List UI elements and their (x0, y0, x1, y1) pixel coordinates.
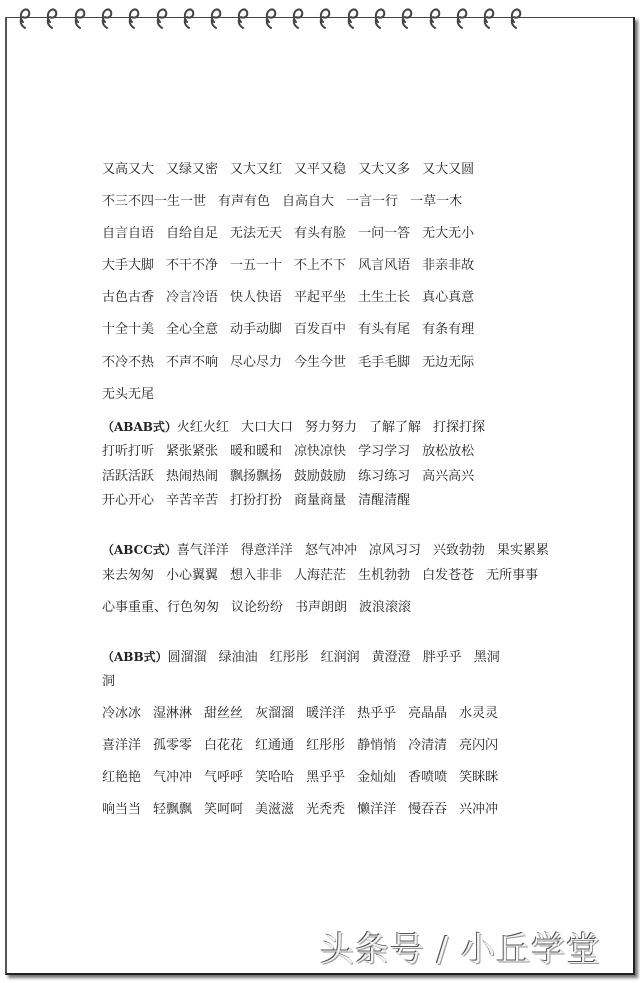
spiral-ring-icon (319, 6, 331, 32)
idiom-word: 不三不四一生一世 (102, 194, 207, 209)
idiom-word: 红润润 (320, 650, 360, 665)
idiom-word: 飘扬飘扬 (230, 469, 283, 484)
idiom-word: 圆溜溜 (167, 650, 207, 665)
idiom-word: 美滋滋 (255, 802, 295, 817)
section-label: （ABB式） (102, 650, 168, 664)
idiom-word: 无法无天 (230, 226, 283, 241)
idiom-word: 有头有尾 (358, 322, 411, 337)
idiom-word: 波浪滚滚 (359, 600, 412, 615)
idiom-word: 来去匆匆 (102, 568, 155, 583)
idiom-row (102, 161, 486, 179)
idiom-word: 平起平坐 (294, 290, 347, 305)
idiom-word: 紧张紧张 (166, 444, 219, 459)
idiom-word: 一草一木 (410, 194, 463, 209)
idiom-word: 有条有理 (422, 322, 475, 337)
section-label: （ABCC式） (102, 543, 177, 557)
idiom-word: 气呼呼 (204, 770, 244, 785)
idiom-word: 凉风习习 (368, 543, 421, 558)
idiom-word: 百发百中 (294, 322, 347, 337)
idiom-word: 自高自大 (282, 194, 335, 209)
idiom-word: 又平又稳 (294, 162, 347, 177)
idiom-word: 凉快凉快 (294, 444, 347, 459)
spiral-ring-icon (401, 6, 413, 32)
idiom-word: 懒洋洋 (357, 802, 397, 817)
idiom-word: 水灵灵 (459, 706, 499, 721)
idiom-word: 灰溜溜 (255, 706, 295, 721)
idiom-row (102, 468, 486, 486)
idiom-row (102, 492, 422, 510)
idiom-word: 湿淋淋 (153, 706, 193, 721)
idiom-word: 热闹热闹 (166, 469, 219, 484)
idiom-word: 笑哈哈 (255, 770, 295, 785)
idiom-word: 黑洞 (473, 650, 500, 665)
idiom-word: 白发苍苍 (422, 568, 475, 583)
idiom-word: 想入非非 (230, 568, 283, 583)
idiom-word: 又大又圆 (422, 162, 475, 177)
idiom-word: 清醒清醒 (358, 493, 411, 508)
idiom-row (102, 541, 561, 559)
idiom-word: 冷冰冰 (102, 706, 142, 721)
idiom-word: 有声有色 (218, 194, 271, 209)
idiom-word: 一问一答 (358, 226, 411, 241)
idiom-word: 洞 (102, 674, 116, 689)
idiom-word: 暖和暖和 (230, 444, 283, 459)
idiom-row (102, 386, 166, 404)
idiom-word: 真心真意 (422, 290, 475, 305)
idiom-row (102, 648, 512, 666)
idiom-word: 亮晶晶 (408, 706, 448, 721)
spiral-ring-icon (429, 6, 441, 32)
idiom-word: 商量商量 (294, 493, 347, 508)
idiom-row (102, 673, 127, 691)
idiom-row (102, 705, 510, 723)
idiom-word: 亮闪闪 (459, 738, 499, 753)
spiral-ring-icon (265, 6, 277, 32)
idiom-row (102, 289, 486, 307)
idiom-word: 火红火红 (176, 420, 229, 435)
idiom-word: 打扮打扮 (230, 493, 283, 508)
spiral-ring-icon (46, 6, 58, 32)
idiom-word: 轻飘飘 (153, 802, 193, 817)
section-label: （ABAB式） (102, 420, 177, 434)
idiom-word: 非亲非故 (422, 258, 475, 273)
idiom-word: 风言风语 (358, 258, 411, 273)
spiral-ring-icon (510, 6, 522, 32)
idiom-word: 笑眯眯 (459, 770, 499, 785)
idiom-word: 静悄悄 (357, 738, 397, 753)
idiom-word: 自言自语 (102, 226, 155, 241)
idiom-row (102, 769, 510, 787)
idiom-word: 议论纷纷 (231, 600, 284, 615)
spiral-ring-icon (19, 6, 31, 32)
spiral-ring-icon (101, 6, 113, 32)
idiom-word: 练习练习 (358, 469, 411, 484)
idiom-word: 小心翼翼 (166, 568, 219, 583)
idiom-word: 不声不响 (166, 355, 219, 370)
spiral-ring-icon (74, 6, 86, 32)
idiom-word: 甜丝丝 (204, 706, 244, 721)
spiral-binding (0, 0, 640, 40)
idiom-word: 兴冲冲 (459, 802, 499, 817)
idiom-word: 高兴高兴 (422, 469, 475, 484)
idiom-row (102, 599, 423, 617)
spiral-ring-icon (183, 6, 195, 32)
idiom-word: 喜气洋洋 (176, 543, 229, 558)
idiom-word: 人海茫茫 (294, 568, 347, 583)
idiom-word: 生机勃勃 (358, 568, 411, 583)
idiom-word: 喜洋洋 (102, 738, 142, 753)
idiom-word: 打探打探 (432, 420, 485, 435)
spiral-ring-icon (347, 6, 359, 32)
spiral-ring-icon (483, 6, 495, 32)
idiom-word: 又大又红 (230, 162, 283, 177)
idiom-row (102, 193, 474, 211)
spiral-ring-icon (237, 6, 249, 32)
idiom-word: 白花花 (204, 738, 244, 753)
spiral-ring-icon (374, 6, 386, 32)
idiom-word: 不干不净 (166, 258, 219, 273)
idiom-word: 无所事事 (486, 568, 539, 583)
idiom-word: 大口大口 (240, 420, 293, 435)
idiom-word: 辛苦辛苦 (166, 493, 219, 508)
idiom-word: 今生今世 (294, 355, 347, 370)
idiom-word: 绿油油 (218, 650, 258, 665)
idiom-word: 心事重重、行色匆匆 (102, 600, 220, 615)
idiom-row (102, 567, 550, 585)
idiom-word: 红彤彤 (269, 650, 309, 665)
idiom-word: 黑乎乎 (306, 770, 346, 785)
idiom-row (102, 737, 510, 755)
idiom-row (102, 443, 486, 461)
idiom-word: 快人快语 (230, 290, 283, 305)
idiom-word: 放松放松 (422, 444, 475, 459)
idiom-word: 又绿又密 (166, 162, 219, 177)
idiom-row (102, 418, 497, 436)
idiom-word: 努力努力 (304, 420, 357, 435)
idiom-word: 胖乎乎 (422, 650, 462, 665)
idiom-word: 一五一十 (230, 258, 283, 273)
idiom-word: 兴致勃勃 (432, 543, 485, 558)
idiom-word: 动手动脚 (230, 322, 283, 337)
idiom-word: 土生土长 (358, 290, 411, 305)
idiom-word: 无边无际 (422, 355, 475, 370)
idiom-word: 学习学习 (358, 444, 411, 459)
idiom-word: 暖洋洋 (306, 706, 346, 721)
idiom-word: 无头无尾 (102, 387, 155, 402)
idiom-row (102, 257, 486, 275)
idiom-word: 全心全意 (166, 322, 219, 337)
spiral-ring-icon (292, 6, 304, 32)
idiom-word: 又高又大 (102, 162, 155, 177)
idiom-word: 无大无小 (422, 226, 475, 241)
spiral-ring-icon (156, 6, 168, 32)
idiom-word: 开心开心 (102, 493, 155, 508)
idiom-word: 了解了解 (368, 420, 421, 435)
idiom-word: 十全十美 (102, 322, 155, 337)
idiom-word: 果实累累 (496, 543, 549, 558)
idiom-word: 黄澄澄 (371, 650, 411, 665)
spiral-ring-icon (128, 6, 140, 32)
idiom-word: 尽心尽力 (230, 355, 283, 370)
idiom-word: 金灿灿 (357, 770, 397, 785)
idiom-word: 红通通 (255, 738, 295, 753)
idiom-row (102, 225, 486, 243)
idiom-word: 怒气冲冲 (304, 543, 357, 558)
idiom-word: 光秃秃 (306, 802, 346, 817)
idiom-word: 孤零零 (153, 738, 193, 753)
idiom-word: 书声朗朗 (295, 600, 348, 615)
idiom-word: 打听打听 (102, 444, 155, 459)
idiom-word: 气冲冲 (153, 770, 193, 785)
idiom-word: 古色古香 (102, 290, 155, 305)
spiral-ring-icon (456, 6, 468, 32)
idiom-word: 大手大脚 (102, 258, 155, 273)
idiom-row (102, 801, 510, 819)
spiral-ring-icon (210, 6, 222, 32)
idiom-word: 一言一行 (346, 194, 399, 209)
idiom-row (102, 354, 486, 372)
idiom-word: 毛手毛脚 (358, 355, 411, 370)
idiom-word: 香喷喷 (408, 770, 448, 785)
idiom-word: 慢吞吞 (408, 802, 448, 817)
idiom-word: 红彤彤 (306, 738, 346, 753)
idiom-word: 鼓励鼓励 (294, 469, 347, 484)
watermark: 头条号 / 小丘学堂 (320, 930, 602, 970)
idiom-word: 得意洋洋 (240, 543, 293, 558)
idiom-word: 活跃活跃 (102, 469, 155, 484)
idiom-word: 笑呵呵 (204, 802, 244, 817)
idiom-row (102, 321, 486, 339)
idiom-word: 冷清清 (408, 738, 448, 753)
idiom-word: 不冷不热 (102, 355, 155, 370)
idiom-word: 又大又多 (358, 162, 411, 177)
idiom-word: 冷言冷语 (166, 290, 219, 305)
idiom-word: 响当当 (102, 802, 142, 817)
idiom-word: 热乎乎 (357, 706, 397, 721)
idiom-word: 自给自足 (166, 226, 219, 241)
idiom-word: 有头有脸 (294, 226, 347, 241)
idiom-word: 红艳艳 (102, 770, 142, 785)
idiom-word: 不上不下 (294, 258, 347, 273)
